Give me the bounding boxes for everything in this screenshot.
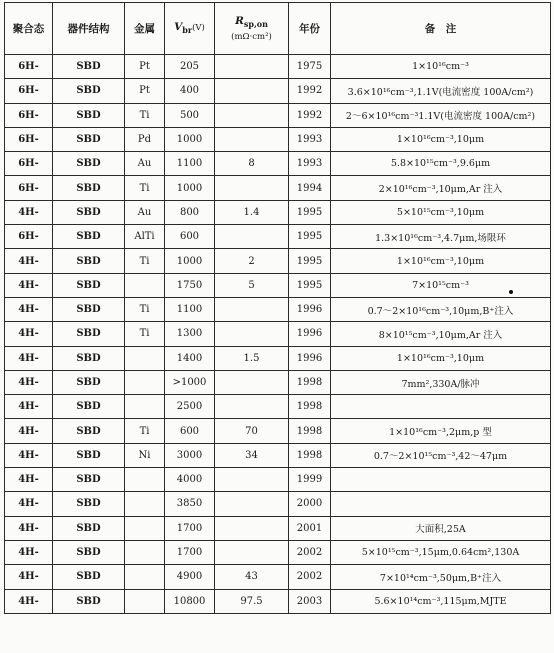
- cell-note: 8×10¹⁵cm⁻³,10μm,Ar 注入: [331, 322, 551, 346]
- cell-polytype: 4H-: [5, 346, 53, 370]
- cell-year: 1975: [289, 55, 331, 79]
- cell-year: 1999: [289, 468, 331, 492]
- cell-polytype: 6H-: [5, 225, 53, 249]
- cell-metal: [125, 540, 165, 564]
- cell-note: 1×10¹⁶cm⁻³,10μm: [331, 249, 551, 273]
- table-row: [5, 443, 551, 467]
- cell-structure: SBD: [53, 589, 125, 613]
- cell-structure: SBD: [53, 419, 125, 443]
- cell-vbr: 800: [165, 200, 215, 224]
- cell-note: 2～6×10¹⁶cm⁻³1.1V(电流密度 100A/cm²): [331, 103, 551, 127]
- cell-vbr: 1700: [165, 516, 215, 540]
- cell-note: 1×10¹⁶cm⁻³,2μm,p 型: [331, 419, 551, 443]
- cell-structure: SBD: [53, 322, 125, 346]
- cell-structure: SBD: [53, 540, 125, 564]
- cell-structure: SBD: [53, 200, 125, 224]
- table-row: [5, 176, 551, 200]
- cell-structure: SBD: [53, 443, 125, 467]
- cell-rsp: [215, 322, 289, 346]
- cell-note: [331, 492, 551, 516]
- cell-metal: [125, 492, 165, 516]
- cell-rsp: 43: [215, 565, 289, 589]
- cell-polytype: 6H-: [5, 79, 53, 103]
- cell-metal: Ti: [125, 176, 165, 200]
- header-metal: 金属: [125, 3, 165, 55]
- cell-note: 1×10¹⁶cm⁻³,10μm: [331, 346, 551, 370]
- cell-polytype: 4H-: [5, 419, 53, 443]
- cell-year: 1998: [289, 443, 331, 467]
- cell-year: 2002: [289, 540, 331, 564]
- cell-vbr: 10800: [165, 589, 215, 613]
- table-row: [5, 468, 551, 492]
- cell-note: 7×10¹⁵cm⁻³: [331, 273, 551, 297]
- table-row: [5, 297, 551, 321]
- cell-vbr: 1700: [165, 540, 215, 564]
- cell-note: [331, 395, 551, 419]
- cell-rsp: 5: [215, 273, 289, 297]
- cell-note: 5×10¹⁵cm⁻³,15μm,0.64cm²,130A: [331, 540, 551, 564]
- cell-polytype: 4H-: [5, 589, 53, 613]
- cell-vbr: 1100: [165, 297, 215, 321]
- cell-rsp: [215, 492, 289, 516]
- header-row: [5, 3, 551, 55]
- table-row: [5, 103, 551, 127]
- header-rsp: [215, 3, 289, 55]
- cell-rsp: [215, 540, 289, 564]
- cell-polytype: 4H-: [5, 540, 53, 564]
- cell-vbr: 600: [165, 225, 215, 249]
- header-year: 年份: [289, 3, 331, 55]
- header-vbr-unit: (V): [192, 23, 205, 34]
- cell-rsp: [215, 370, 289, 394]
- cell-year: 1995: [289, 273, 331, 297]
- cell-note: 5.8×10¹⁵cm⁻³,9.6μm: [331, 152, 551, 176]
- cell-rsp: [215, 127, 289, 151]
- table-row: [5, 152, 551, 176]
- cell-structure: SBD: [53, 225, 125, 249]
- cell-vbr: 1300: [165, 322, 215, 346]
- table-row: [5, 565, 551, 589]
- cell-metal: [125, 370, 165, 394]
- cell-year: 1992: [289, 103, 331, 127]
- cell-vbr: 1000: [165, 176, 215, 200]
- cell-metal: Ti: [125, 249, 165, 273]
- cell-note: 1.3×10¹⁶cm⁻³,4.7μm,场限环: [331, 225, 551, 249]
- cell-metal: [125, 468, 165, 492]
- table-row: [5, 200, 551, 224]
- cell-metal: Pt: [125, 79, 165, 103]
- cell-structure: SBD: [53, 152, 125, 176]
- table-row: [5, 55, 551, 79]
- cell-year: 1998: [289, 419, 331, 443]
- cell-note: 7mm²,330A/脉冲: [331, 370, 551, 394]
- cell-structure: SBD: [53, 565, 125, 589]
- cell-vbr: 1000: [165, 249, 215, 273]
- cell-metal: Ti: [125, 419, 165, 443]
- cell-year: 1995: [289, 225, 331, 249]
- cell-rsp: 8: [215, 152, 289, 176]
- cell-structure: SBD: [53, 297, 125, 321]
- cell-note: 0.7～2×10¹⁶cm⁻³,10μm,B⁺注入: [331, 297, 551, 321]
- cell-note: 0.7～2×10¹⁵cm⁻³,42～47μm: [331, 443, 551, 467]
- cell-note: 3.6×10¹⁶cm⁻³,1.1V(电流密度 100A/cm²): [331, 79, 551, 103]
- header-notes: 备 注: [331, 3, 551, 55]
- cell-structure: SBD: [53, 516, 125, 540]
- header-rsp-symbol: R: [235, 15, 244, 28]
- cell-polytype: 4H-: [5, 395, 53, 419]
- cell-metal: [125, 395, 165, 419]
- cell-note: 1×10¹⁶cm⁻³: [331, 55, 551, 79]
- cell-note: 1×10¹⁶cm⁻³,10μm: [331, 127, 551, 151]
- cell-rsp: 2: [215, 249, 289, 273]
- cell-vbr: 4900: [165, 565, 215, 589]
- header-structure: 器件结构: [53, 3, 125, 55]
- cell-year: 1994: [289, 176, 331, 200]
- cell-year: 1996: [289, 297, 331, 321]
- header-polytype: 聚合态: [5, 3, 53, 55]
- cell-note: 5.6×10¹⁴cm⁻³,115μm,MJTE: [331, 589, 551, 613]
- table-row: [5, 273, 551, 297]
- cell-structure: SBD: [53, 273, 125, 297]
- cell-vbr: 1100: [165, 152, 215, 176]
- table-row: [5, 419, 551, 443]
- cell-vbr: 3000: [165, 443, 215, 467]
- cell-vbr: 500: [165, 103, 215, 127]
- table-row: [5, 346, 551, 370]
- table-header: [5, 3, 551, 55]
- cell-metal: AlTi: [125, 225, 165, 249]
- cell-polytype: 4H-: [5, 468, 53, 492]
- cell-rsp: 70: [215, 419, 289, 443]
- cell-structure: SBD: [53, 176, 125, 200]
- cell-vbr: 1000: [165, 127, 215, 151]
- table-row: [5, 540, 551, 564]
- header-vbr: [165, 3, 215, 55]
- cell-note: 2×10¹⁶cm⁻³,10μm,Ar 注入: [331, 176, 551, 200]
- cell-structure: SBD: [53, 249, 125, 273]
- cell-year: 1996: [289, 346, 331, 370]
- cell-polytype: 6H-: [5, 55, 53, 79]
- cell-metal: [125, 273, 165, 297]
- cell-metal: Pt: [125, 55, 165, 79]
- cell-rsp: [215, 225, 289, 249]
- cell-metal: Au: [125, 152, 165, 176]
- cell-vbr: >1000: [165, 370, 215, 394]
- cell-year: 1993: [289, 152, 331, 176]
- cell-year: 1992: [289, 79, 331, 103]
- cell-structure: SBD: [53, 55, 125, 79]
- cell-metal: Ti: [125, 322, 165, 346]
- cell-year: 1995: [289, 200, 331, 224]
- cell-metal: [125, 589, 165, 613]
- cell-polytype: 4H-: [5, 249, 53, 273]
- cell-structure: SBD: [53, 103, 125, 127]
- cell-metal: Pd: [125, 127, 165, 151]
- cell-polytype: 6H-: [5, 103, 53, 127]
- cell-year: 2003: [289, 589, 331, 613]
- cell-rsp: [215, 103, 289, 127]
- cell-rsp: [215, 516, 289, 540]
- table-row: [5, 492, 551, 516]
- cell-year: 1993: [289, 127, 331, 151]
- cell-note: 5×10¹⁵cm⁻³,10μm: [331, 200, 551, 224]
- cell-metal: [125, 346, 165, 370]
- cell-polytype: 4H-: [5, 370, 53, 394]
- cell-metal: [125, 516, 165, 540]
- table-row: [5, 395, 551, 419]
- cell-rsp: [215, 468, 289, 492]
- cell-polytype: 4H-: [5, 273, 53, 297]
- cell-structure: SBD: [53, 79, 125, 103]
- cell-rsp: [215, 176, 289, 200]
- cell-year: 1998: [289, 395, 331, 419]
- cell-vbr: 4000: [165, 468, 215, 492]
- table-row: [5, 127, 551, 151]
- cell-note: 7×10¹⁴cm⁻³,50μm,B⁺注入: [331, 565, 551, 589]
- cell-structure: SBD: [53, 127, 125, 151]
- cell-rsp: 34: [215, 443, 289, 467]
- table-row: [5, 370, 551, 394]
- cell-metal: Au: [125, 200, 165, 224]
- table-row: [5, 516, 551, 540]
- cell-year: 1995: [289, 249, 331, 273]
- header-rsp-subscript: sp,on: [243, 19, 268, 30]
- table-row: [5, 225, 551, 249]
- cell-rsp: 1.5: [215, 346, 289, 370]
- cell-vbr: 3850: [165, 492, 215, 516]
- cell-year: 2000: [289, 492, 331, 516]
- cell-vbr: 205: [165, 55, 215, 79]
- header-vbr-symbol: V: [174, 21, 183, 34]
- table-row: [5, 322, 551, 346]
- cell-polytype: 4H-: [5, 565, 53, 589]
- cell-polytype: 4H-: [5, 443, 53, 467]
- table-row: [5, 589, 551, 613]
- cell-polytype: 4H-: [5, 297, 53, 321]
- header-vbr-subscript: br: [182, 25, 193, 36]
- cell-structure: SBD: [53, 468, 125, 492]
- cell-vbr: 1750: [165, 273, 215, 297]
- cell-year: 2001: [289, 516, 331, 540]
- cell-rsp: [215, 297, 289, 321]
- cell-vbr: 2500: [165, 395, 215, 419]
- stray-ink-dot: [509, 290, 513, 294]
- cell-metal: Ti: [125, 297, 165, 321]
- cell-polytype: 4H-: [5, 322, 53, 346]
- cell-polytype: 4H-: [5, 492, 53, 516]
- cell-structure: SBD: [53, 346, 125, 370]
- cell-rsp: [215, 79, 289, 103]
- cell-rsp: [215, 55, 289, 79]
- cell-polytype: 4H-: [5, 200, 53, 224]
- cell-structure: SBD: [53, 492, 125, 516]
- cell-note: [331, 468, 551, 492]
- cell-metal: [125, 565, 165, 589]
- cell-vbr: 600: [165, 419, 215, 443]
- table-row: [5, 79, 551, 103]
- cell-structure: SBD: [53, 370, 125, 394]
- cell-polytype: 4H-: [5, 516, 53, 540]
- cell-rsp: 97.5: [215, 589, 289, 613]
- cell-rsp: [215, 395, 289, 419]
- cell-year: 2002: [289, 565, 331, 589]
- cell-vbr: 400: [165, 79, 215, 103]
- table-row: [5, 249, 551, 273]
- sbd-data-table: [4, 2, 551, 614]
- cell-vbr: 1400: [165, 346, 215, 370]
- cell-metal: Ni: [125, 443, 165, 467]
- cell-year: 1996: [289, 322, 331, 346]
- table-body: [5, 55, 551, 614]
- cell-note: 大面积,25A: [331, 516, 551, 540]
- cell-polytype: 6H-: [5, 127, 53, 151]
- cell-polytype: 6H-: [5, 176, 53, 200]
- cell-year: 1998: [289, 370, 331, 394]
- cell-structure: SBD: [53, 395, 125, 419]
- cell-polytype: 6H-: [5, 152, 53, 176]
- cell-rsp: 1.4: [215, 200, 289, 224]
- header-rsp-unit: (mΩ·cm²): [231, 31, 272, 42]
- cell-metal: Ti: [125, 103, 165, 127]
